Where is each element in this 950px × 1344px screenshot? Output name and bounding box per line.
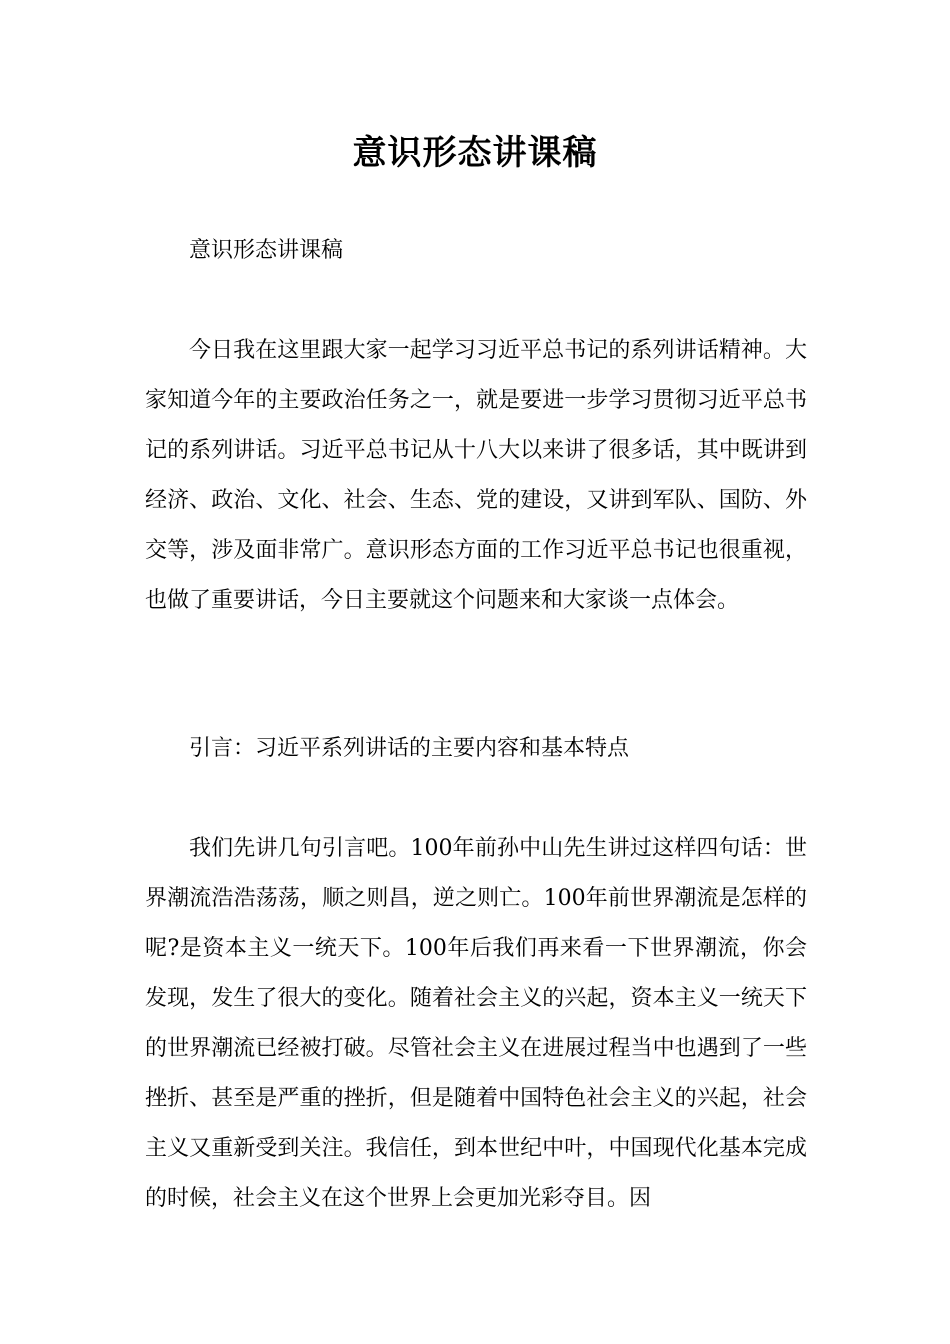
paragraph-intro-body: 我们先讲几句引言吧。100年前孙中山先生讲过这样四句话：世界潮流浩浩荡荡，顺之则昌，逆之则亡。100年前世界潮流是怎样的呢?是资本主义一统天下。100年后我们再来看一下世界潮流，你会发现，发生了很大的变化。随着社会主义的兴起，资本主义一统天下的世界潮流已经被打破。尽管社会主义在进展过程当中也遇到了一些挫折、甚至是严重的挫折，但是随着中国特色社会主义的兴起，社会主义又重新受到关注。我信任，到本世纪中叶，中国现代化基本完成的时候，社会主义在这个世界上会更加光彩夺目。因: [145, 836, 807, 1211]
document-title: 意识形态讲课稿: [352, 133, 598, 173]
paragraph-opening: 今日我在这里跟大家一起学习习近平总书记的系列讲话精神。大家知道今年的主要政治任务之一，就是要进一步学习贯彻习近平总书记的系列讲话。习近平总书记从十八大以来讲了很多话，其中既讲到经济、政治、文化、社会、生态、党的建设，又讲到军队、国防、外交等，涉及面非常广。意识形态方面的工作习近平总书记也很重视，也做了重要讲话，今日主要就这个问题来和大家谈一点体会。: [145, 338, 807, 613]
section-heading-intro: 引言：习近平系列讲话的主要内容和基本特点: [189, 736, 630, 761]
document-subtitle: 意识形态讲课稿: [189, 238, 344, 263]
